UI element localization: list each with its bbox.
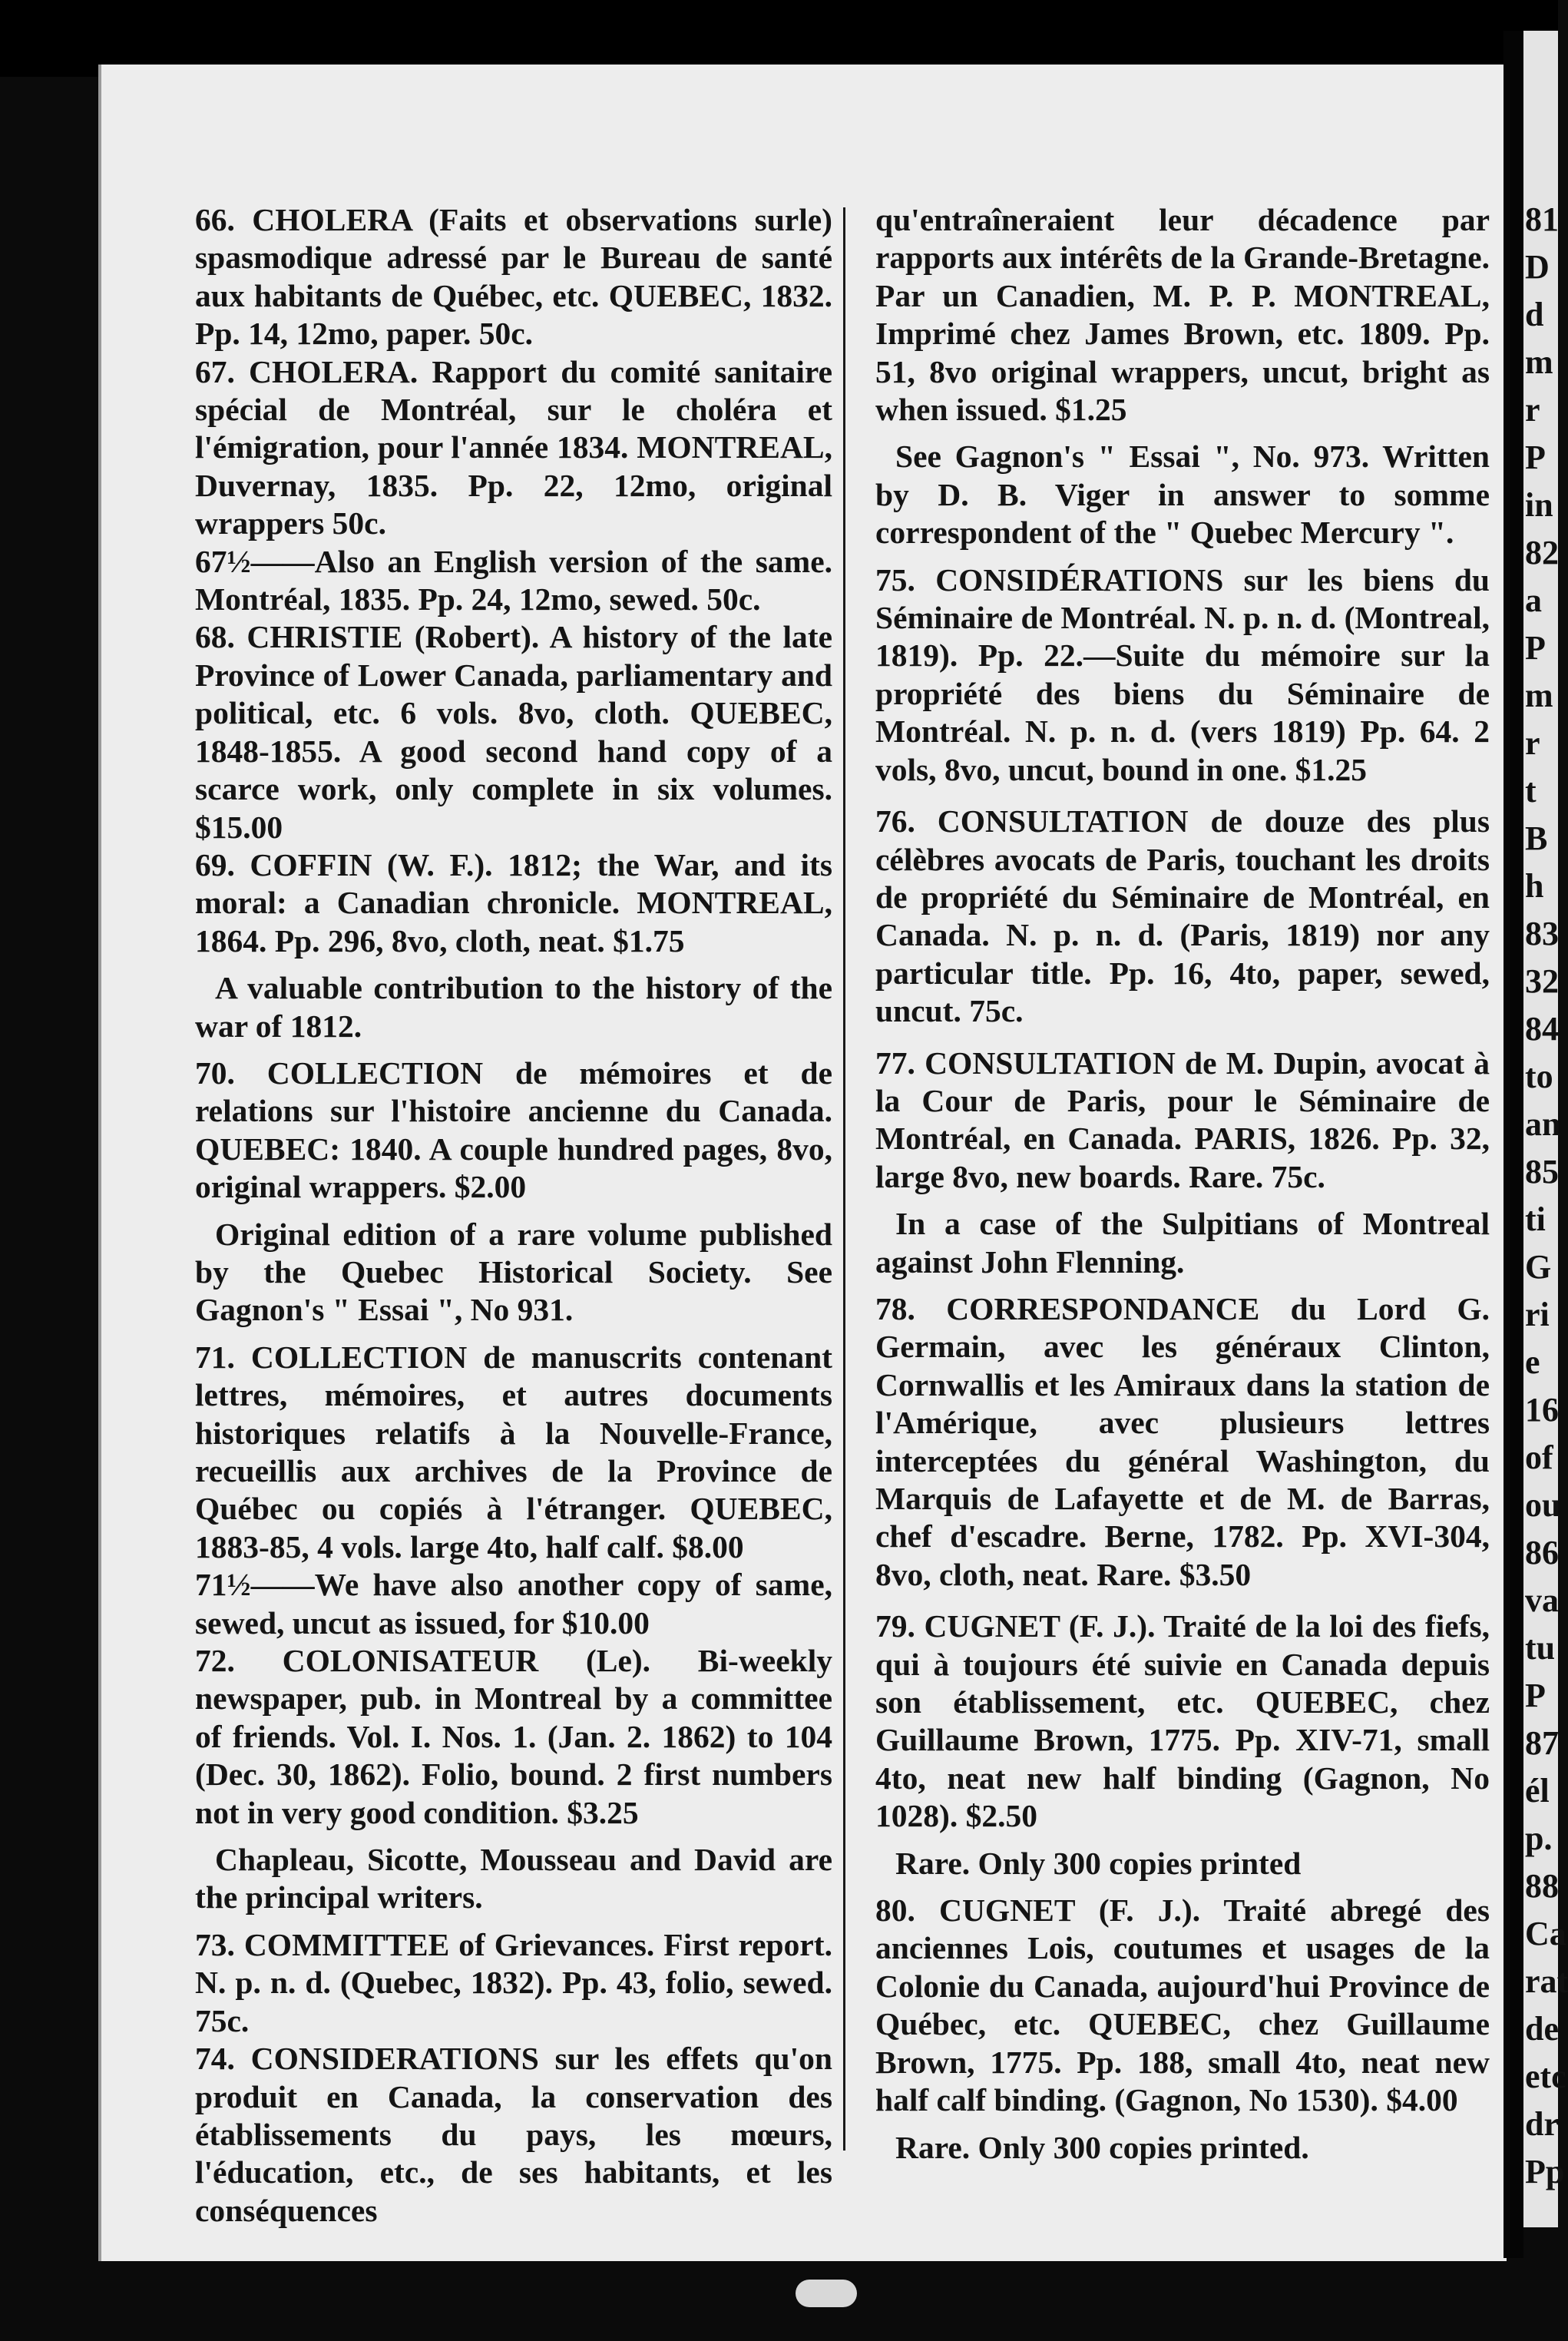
adjacent-page-text-fragment: rat xyxy=(1525,1962,1568,2000)
entry-67: 67. CHOLERA. Rapport du comité sanitaire spécial de Montréal, sur le choléra et l'émigration, pour l'année 1834. MONTREAL, Duvernay, 1835. Pp. 22, 12mo, original wrappers 50c. xyxy=(195,353,832,541)
adjacent-page-text-fragment: dr xyxy=(1525,2105,1559,2143)
note-79: Rare. Only 300 copies printed xyxy=(895,1845,1302,1881)
adjacent-page-text-fragment: 81 xyxy=(1525,200,1559,238)
adjacent-page-text-fragment: va xyxy=(1525,1581,1559,1619)
note-80: Rare. Only 300 copies printed. xyxy=(895,2129,1309,2165)
adjacent-page-text-fragment: P xyxy=(1525,439,1546,476)
column-divider xyxy=(843,207,845,2151)
adjacent-page-text-fragment: 16 xyxy=(1525,1391,1559,1429)
entry-68: 68. CHRISTIE (Robert). A history of the late Province of Lower Canada, parliamentary and political, etc. 6 vols. 8vo, cloth. QUEBEC, 1848-1855. A good second hand copy of a scarce work, only complete in six volumes. $15.00 xyxy=(195,619,832,845)
adjacent-page-text-fragment: él xyxy=(1525,1772,1550,1810)
adjacent-page-text-fragment: 85 xyxy=(1525,1153,1559,1190)
adjacent-page-text-fragment: Ca xyxy=(1525,1915,1566,1952)
entry-71-half: 71½——We have also another copy of same, sewed, uncut as issued, for $10.00 xyxy=(195,1567,832,1641)
entry-76: 76. CONSULTATION de douze des plus célèbres avocats de Paris, touchant les droits de propriété du Séminaire de Montréal, en Canada. N. p. n. d. (Paris, 1819) nor any particular title. Pp. 16, 4to, paper, sewed, uncut. 75c. xyxy=(875,803,1490,1029)
adjacent-page-text-fragment: 86 xyxy=(1525,1534,1559,1571)
adjacent-page-text-fragment: t xyxy=(1525,772,1537,810)
adjacent-page-text-fragment: e xyxy=(1525,1343,1540,1381)
binding-gutter xyxy=(1503,31,1523,2258)
entry-73: 73. COMMITTEE of Grievances. First report. N. p. n. d. (Quebec, 1832). Pp. 43, folio, sewed. 75c. xyxy=(195,1926,832,2038)
note-69: A valuable contribution to the history of the war of 1812. xyxy=(195,970,832,1044)
adjacent-page-text-fragment: B xyxy=(1525,820,1548,857)
note-72: Chapleau, Sicotte, Mousseau and David are the principal writers. xyxy=(195,1842,832,1916)
adjacent-page-text-fragment: G xyxy=(1525,1248,1552,1286)
adjacent-page-text-fragment: h xyxy=(1525,867,1544,905)
entry-71: 71. COLLECTION de manuscrits contenant lettres, mémoires, et autres documents historiques relatifs à la Nouvelle-France, recueillis aux archives de la Province de Québec ou copiés à l'étranger. QUEBEC, 1883-85, 4 vols. large 4to, half calf. $8.00 xyxy=(195,1339,832,1565)
adjacent-page-text-fragment: to xyxy=(1525,1058,1553,1095)
adjacent-page-text-fragment: an xyxy=(1525,1105,1561,1143)
adjacent-page-text-fragment: r xyxy=(1525,724,1540,762)
note-74: See Gagnon's " Essai ", No. 973. Written by D. B. Viger in answer to somme correspondent of the " Quebec Mercury ". xyxy=(875,439,1490,551)
adjacent-page-text-fragment: of xyxy=(1525,1439,1553,1476)
adjacent-page-text-fragment: tu xyxy=(1525,1629,1556,1667)
entry-80: 80. CUGNET (F. J.). Traité abregé des anciennes Lois, coutumes et usages de la Colonie du Canada, aujourd'hui Province de Québec, etc. QUEBEC, chez Guillaume Brown, 1775. Pp. 188, small 4to, neat new half calf binding. (Gagnon, No 1530). $4.00 xyxy=(875,1892,1490,2118)
entry-74-continued: qu'entraîneraient leur décadence par rapports aux intérêts de la Grande-Bretagne. Par un Canadien, M. P. P. MONTREAL, Imprimé chez James Brown, etc. 1809. Pp. 51, 8vo original wrappers, uncut, bright as when issued. $1.25 xyxy=(875,202,1490,428)
note-70: Original edition of a rare volume published by the Quebec Historical Society. See Gagnon's " Essai ", No 931. xyxy=(195,1216,832,1328)
adjacent-page-text-fragment: 84 xyxy=(1525,1010,1559,1048)
adjacent-page-text-fragment: 87 xyxy=(1525,1724,1559,1762)
entry-78: 78. CORRESPONDANCE du Lord G. Germain, avec les généraux Clinton, Cornwallis et les Amiraux dans la station de l'Amérique, avec plusieurs lettres interceptées du général Washington, du Marquis de Lafayette et de M. de Barras, chef d'escadre. Berne, 1782. Pp. XVI-304, 8vo, cloth, neat. Rare. $3.50 xyxy=(875,1290,1490,1592)
adjacent-page-text-fragment: in xyxy=(1525,486,1553,524)
spacer xyxy=(875,789,1490,803)
adjacent-page-text-fragment: d xyxy=(1525,296,1544,333)
adjacent-page-text-fragment: P xyxy=(1525,1677,1546,1714)
adjacent-page-text-fragment: 83 xyxy=(1525,915,1559,952)
adjacent-page-text-fragment: ou xyxy=(1525,1486,1561,1524)
adjacent-page-text-fragment: 32 xyxy=(1525,962,1559,1000)
entry-79: 79. CUGNET (F. J.). Traité de la loi des fiefs, qui à toujours été suivie en Canada depuis son établissement, etc. QUEBEC, chez Guillaume Brown, 1775. Pp. XIV-71, small 4to, neat new half binding (Gagnon, No 1028). $2.50 xyxy=(875,1608,1490,1834)
film-frame-mark xyxy=(796,2280,857,2307)
entry-74: 74. CONSIDERATIONS sur les effets qu'on produit en Canada, la conservation des établissements du pays, les mœurs, l'éducation, etc., de ses habitants, et les conséquences xyxy=(195,2041,832,2228)
entry-70: 70. COLLECTION de mémoires et de relations sur l'histoire ancienne du Canada. QUEBEC: 1840. A couple hundred pages, 8vo, original wrappers. $2.00 xyxy=(195,1055,832,1205)
spacer xyxy=(875,1031,1490,1045)
adjacent-page-text-fragment: m xyxy=(1525,343,1553,381)
adjacent-page-text-fragment: m xyxy=(1525,677,1553,714)
entry-69: 69. COFFIN (W. F.). 1812; the War, and its moral: a Canadian chronicle. MONTREAL, 1864. Pp. 296, 8vo, cloth, neat. $1.75 xyxy=(195,846,832,959)
adjacent-page-text-fragment: etc xyxy=(1525,2058,1566,2095)
adjacent-page-text-fragment: de xyxy=(1525,2010,1559,2048)
adjacent-page-text-fragment: 82 xyxy=(1525,534,1559,571)
adjacent-page-text-fragment: D xyxy=(1525,248,1550,286)
adjacent-page-text-fragment: a xyxy=(1525,581,1542,619)
adjacent-page-text-fragment: r xyxy=(1525,391,1540,429)
entry-72: 72. COLONISATEUR (Le). Bi-weekly newspaper, pub. in Montreal by a committee of friends. Vol. I. Nos. 1. (Jan. 2. 1862) to 104 (Dec. 30, 1862). Folio, bound. 2 first numbers not in very good condition. $3.25 xyxy=(195,1643,832,1830)
entry-77: 77. CONSULTATION de M. Dupin, avocat à la Cour de Paris, pour le Séminaire de Montréal, en Canada. PARIS, 1826. Pp. 32, large 8vo, new boards. Rare. 75c. xyxy=(875,1045,1490,1194)
entry-75: 75. CONSIDÉRATIONS sur les biens du Séminaire de Montréal. N. p. n. d. (Montreal, 1819). Pp. 22.—Suite du mémoire sur la propriété des biens du Séminaire de Montréal. N. p. n. d. (vers 1819) Pp. 64. 2 vols, 8vo, uncut, bound in one. $1.25 xyxy=(875,561,1490,787)
right-column xyxy=(875,201,1490,2176)
adjacent-page-text-fragment: p. xyxy=(1525,1819,1553,1857)
adjacent-page-edge xyxy=(1523,31,1568,2227)
adjacent-page-text-fragment: Pp xyxy=(1525,2153,1565,2190)
adjacent-page-text-fragment: ri xyxy=(1525,1296,1550,1333)
entry-67-half: 67½——Also an English version of the same. Montréal, 1835. Pp. 24, 12mo, sewed. 50c. xyxy=(195,543,832,618)
spacer xyxy=(875,1594,1490,1608)
adjacent-page-text-fragment: 88 xyxy=(1525,1867,1559,1905)
note-77: In a case of the Sulpitians of Montreal against John Flenning. xyxy=(875,1206,1490,1280)
adjacent-page-text-fragment: P xyxy=(1525,629,1546,667)
entry-66: 66. CHOLERA (Faits et observations surle) spasmodique adressé par le Bureau de santé aux habitants de Québec, etc. QUEBEC, 1832. Pp. 14, 12mo, paper. 50c. xyxy=(195,202,832,352)
adjacent-page-text-fragment: ti xyxy=(1525,1200,1546,1238)
left-column xyxy=(195,201,832,2230)
